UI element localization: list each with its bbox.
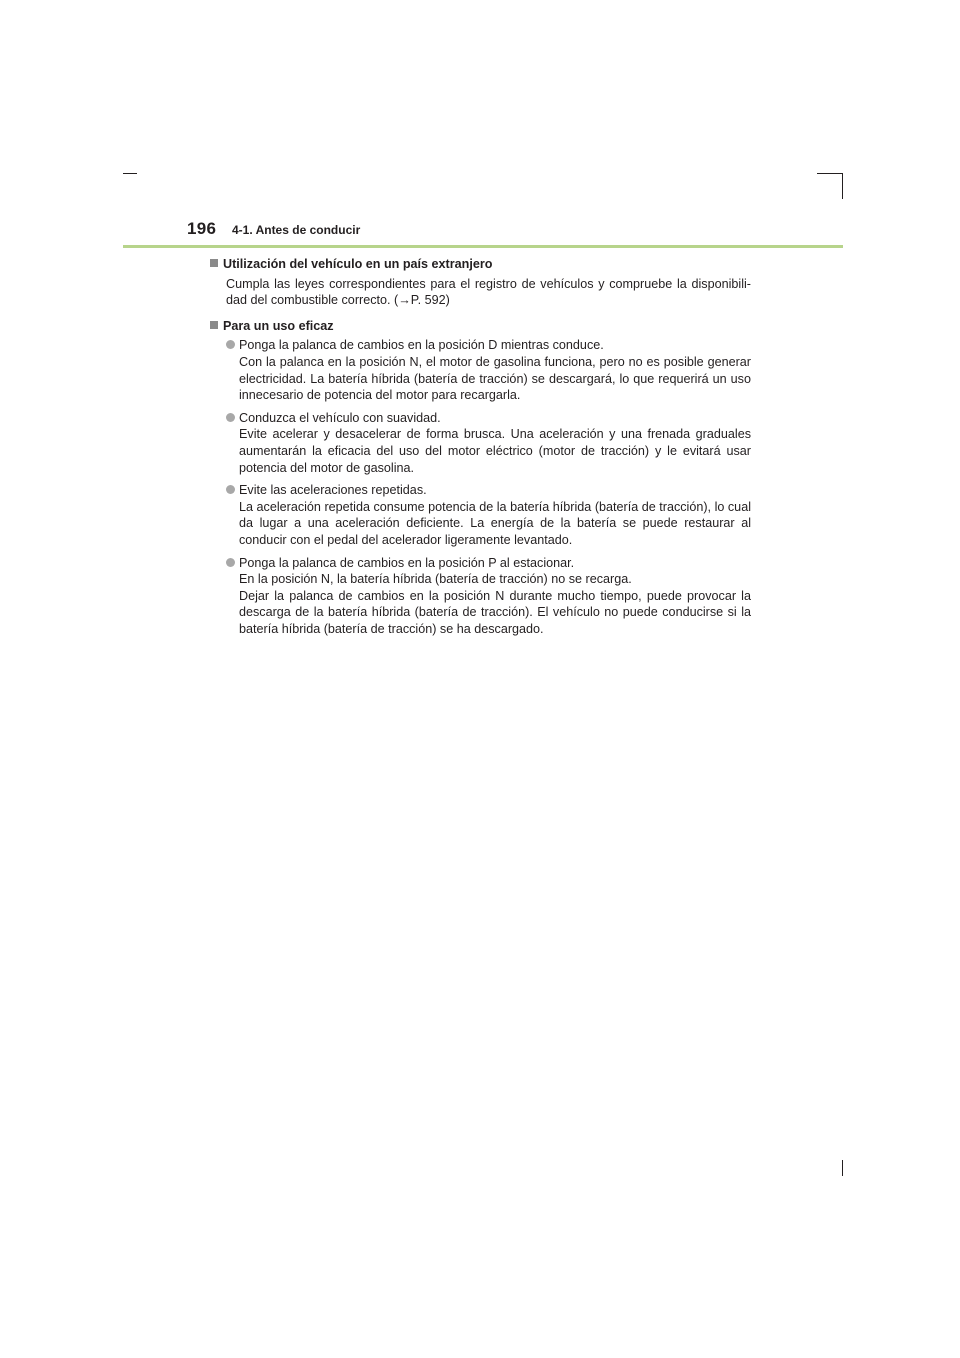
list-item-title: Ponga la palanca de cambios en la posición P al estacionar. — [239, 555, 575, 570]
list-item-body — [239, 337, 751, 403]
circle-bullet-icon — [226, 340, 235, 349]
square-bullet-icon — [210, 259, 218, 267]
section-heading-text: Utilización del vehículo en un país extranjero — [223, 257, 493, 271]
list-item-title: Evite las aceleraciones repetidas. — [239, 483, 427, 498]
section-heading — [210, 318, 751, 335]
page-content — [210, 256, 751, 646]
section-title: 4-1. Antes de conducir — [232, 223, 361, 237]
list-item — [226, 482, 751, 548]
list-item-body — [239, 410, 751, 476]
list-item-body — [239, 482, 751, 548]
list-item-text: En la posición N, la batería híbrida (batería de tracción) no se recarga. — [239, 572, 632, 587]
crop-mark-top-right-h — [817, 173, 843, 174]
list-item-text: La aceleración repetida consume potencia de la batería híbrida (batería de tracción), lo cual da lugar a una aceleración deficiente. La energía de la batería se puede restaurar al conducir con el pedal del acelerador ligeramente levantado. — [239, 499, 751, 547]
list-item-text: Evite acelerar y desacelerar de forma brusca. Una aceleración y una frenada graduales aumentarán la eficacia del uso del motor eléctrico (motor de tracción) y le evitará usar potencia del motor de gasolina. — [239, 427, 751, 475]
square-bullet-icon — [210, 321, 218, 329]
section-heading — [210, 256, 751, 273]
list-item-text: Con la palanca en la posición N, el motor de gasolina funciona, pero no es posible generar electricidad. La batería híbrida (batería de tracción) se descargará, lo que requerirá un uso innecesario de potencia del motor para recargarla. — [239, 354, 751, 403]
circle-bullet-icon — [226, 485, 235, 494]
list-item-title: Conduzca el vehículo con suavidad. — [239, 410, 441, 425]
page-number: 196 — [187, 219, 217, 238]
list-item — [226, 337, 751, 403]
section-efficient-use — [210, 318, 751, 638]
list-item-title: Ponga la palanca de cambios en la posición D mientras conduce. — [239, 338, 604, 353]
circle-bullet-icon — [226, 413, 235, 422]
list-item — [226, 555, 751, 638]
crop-mark-top-left — [123, 173, 137, 174]
section-heading-text: Para un uso eficaz — [223, 318, 334, 333]
section-paragraph: Cumpla las leyes correspondientes para el registro de vehículos y compruebe la disponibili-dad del combustible correcto. (→P. 592) — [226, 276, 751, 308]
circle-bullet-icon — [226, 558, 235, 567]
section-foreign-country — [210, 256, 751, 309]
list-item-text: Dejar la palanca de cambios en la posición N durante mucho tiempo, puede provocar la descarga de la batería híbrida (batería de tracción). El vehículo no puede conducirse si la batería híbrida (batería de tracción) se ha descargado. — [239, 588, 751, 636]
list-item-body — [239, 555, 751, 638]
header-rule — [123, 245, 843, 248]
crop-mark-bottom-right — [842, 1160, 843, 1176]
crop-mark-top-right-v — [842, 173, 843, 199]
list-item — [226, 410, 751, 476]
